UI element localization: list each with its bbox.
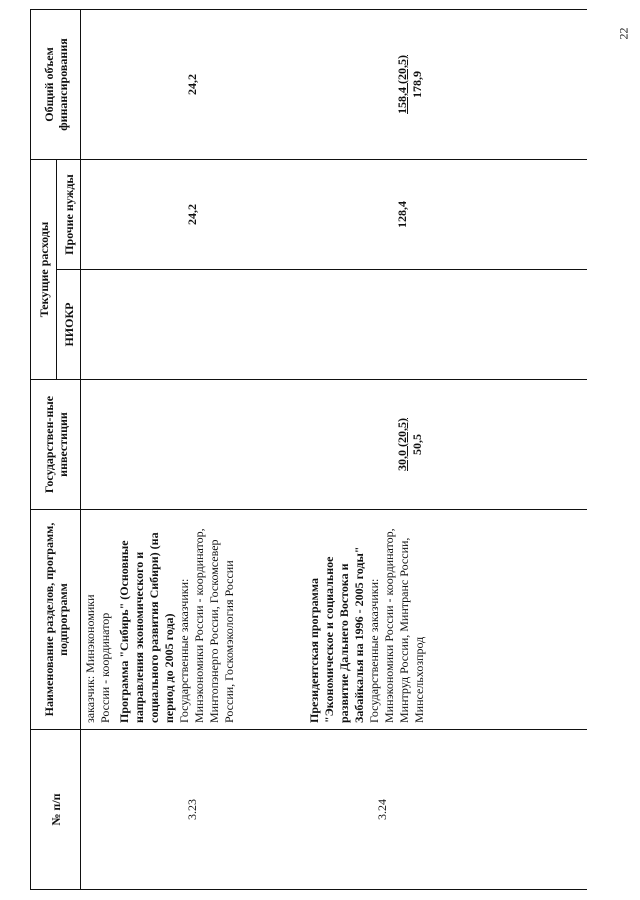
col-header-state-investments: Государствен-ные инвестиции [31,380,81,510]
table-header [31,10,81,890]
row-no: 3.23 [115,730,305,890]
page-number: 22 [616,27,631,40]
row-total: 24,2 [115,10,305,160]
row-state-investments [115,380,305,510]
col-header-other-needs: Прочие нужды [57,160,81,270]
row-other-needs [81,160,116,270]
table-row [115,10,305,890]
row-state-investments [81,380,116,510]
total-value-2: 178,9 [410,71,424,98]
row-total [81,10,116,160]
program-customers: Государственные заказчики: Минэкономики России - координатор, Минтруд России, Минтранс России, Минсельхозпрод [367,528,426,723]
total-value: 158,4 (20,5) [395,55,409,114]
col-header-niokr: НИОКР [57,270,81,380]
row-name [81,510,116,730]
col-header-no: № п/п [31,730,81,890]
row-no [81,730,116,890]
row-other-needs: 24,2 [115,160,305,270]
row-niokr [305,270,587,380]
row-niokr [115,270,305,380]
col-header-name: Наименование разделов, программ, подпрограмм [31,510,81,730]
name-line: заказчик: Минэкономики [83,594,97,723]
financing-table [30,9,587,890]
col-header-total: Общий объем финансирования [31,10,81,160]
program-title: Президентская программа "Экономическое и социальное развитие Дальнего Востока и Забайкалья на 1996 - 2005 годы" [307,546,366,723]
program-customers: Государственные заказчики: Минэкономики России - координатор, Минтопэнерго России, Госкомсевер России, Госкомэкология России [177,528,236,723]
rotated-page [30,10,590,890]
table-row [305,10,587,890]
name-line: России - координатор [98,612,112,723]
row-name [115,510,305,730]
col-header-current-expenses: Текущие расходы [31,160,57,380]
row-state-investments [305,380,587,510]
row-no: 3.24 [305,730,587,890]
state-investments-value: 30,0 (20,5) [395,418,409,471]
row-niokr [81,270,116,380]
program-title: Программа "Сибирь" (Основные направления экономического и социального развития Сибири) (на период до 2005 года) [117,532,176,723]
row-total [305,10,587,160]
table-row [81,10,116,890]
row-name [305,510,587,730]
state-investments-value-2: 50,5 [410,434,424,455]
row-other-needs: 128,4 [305,160,587,270]
